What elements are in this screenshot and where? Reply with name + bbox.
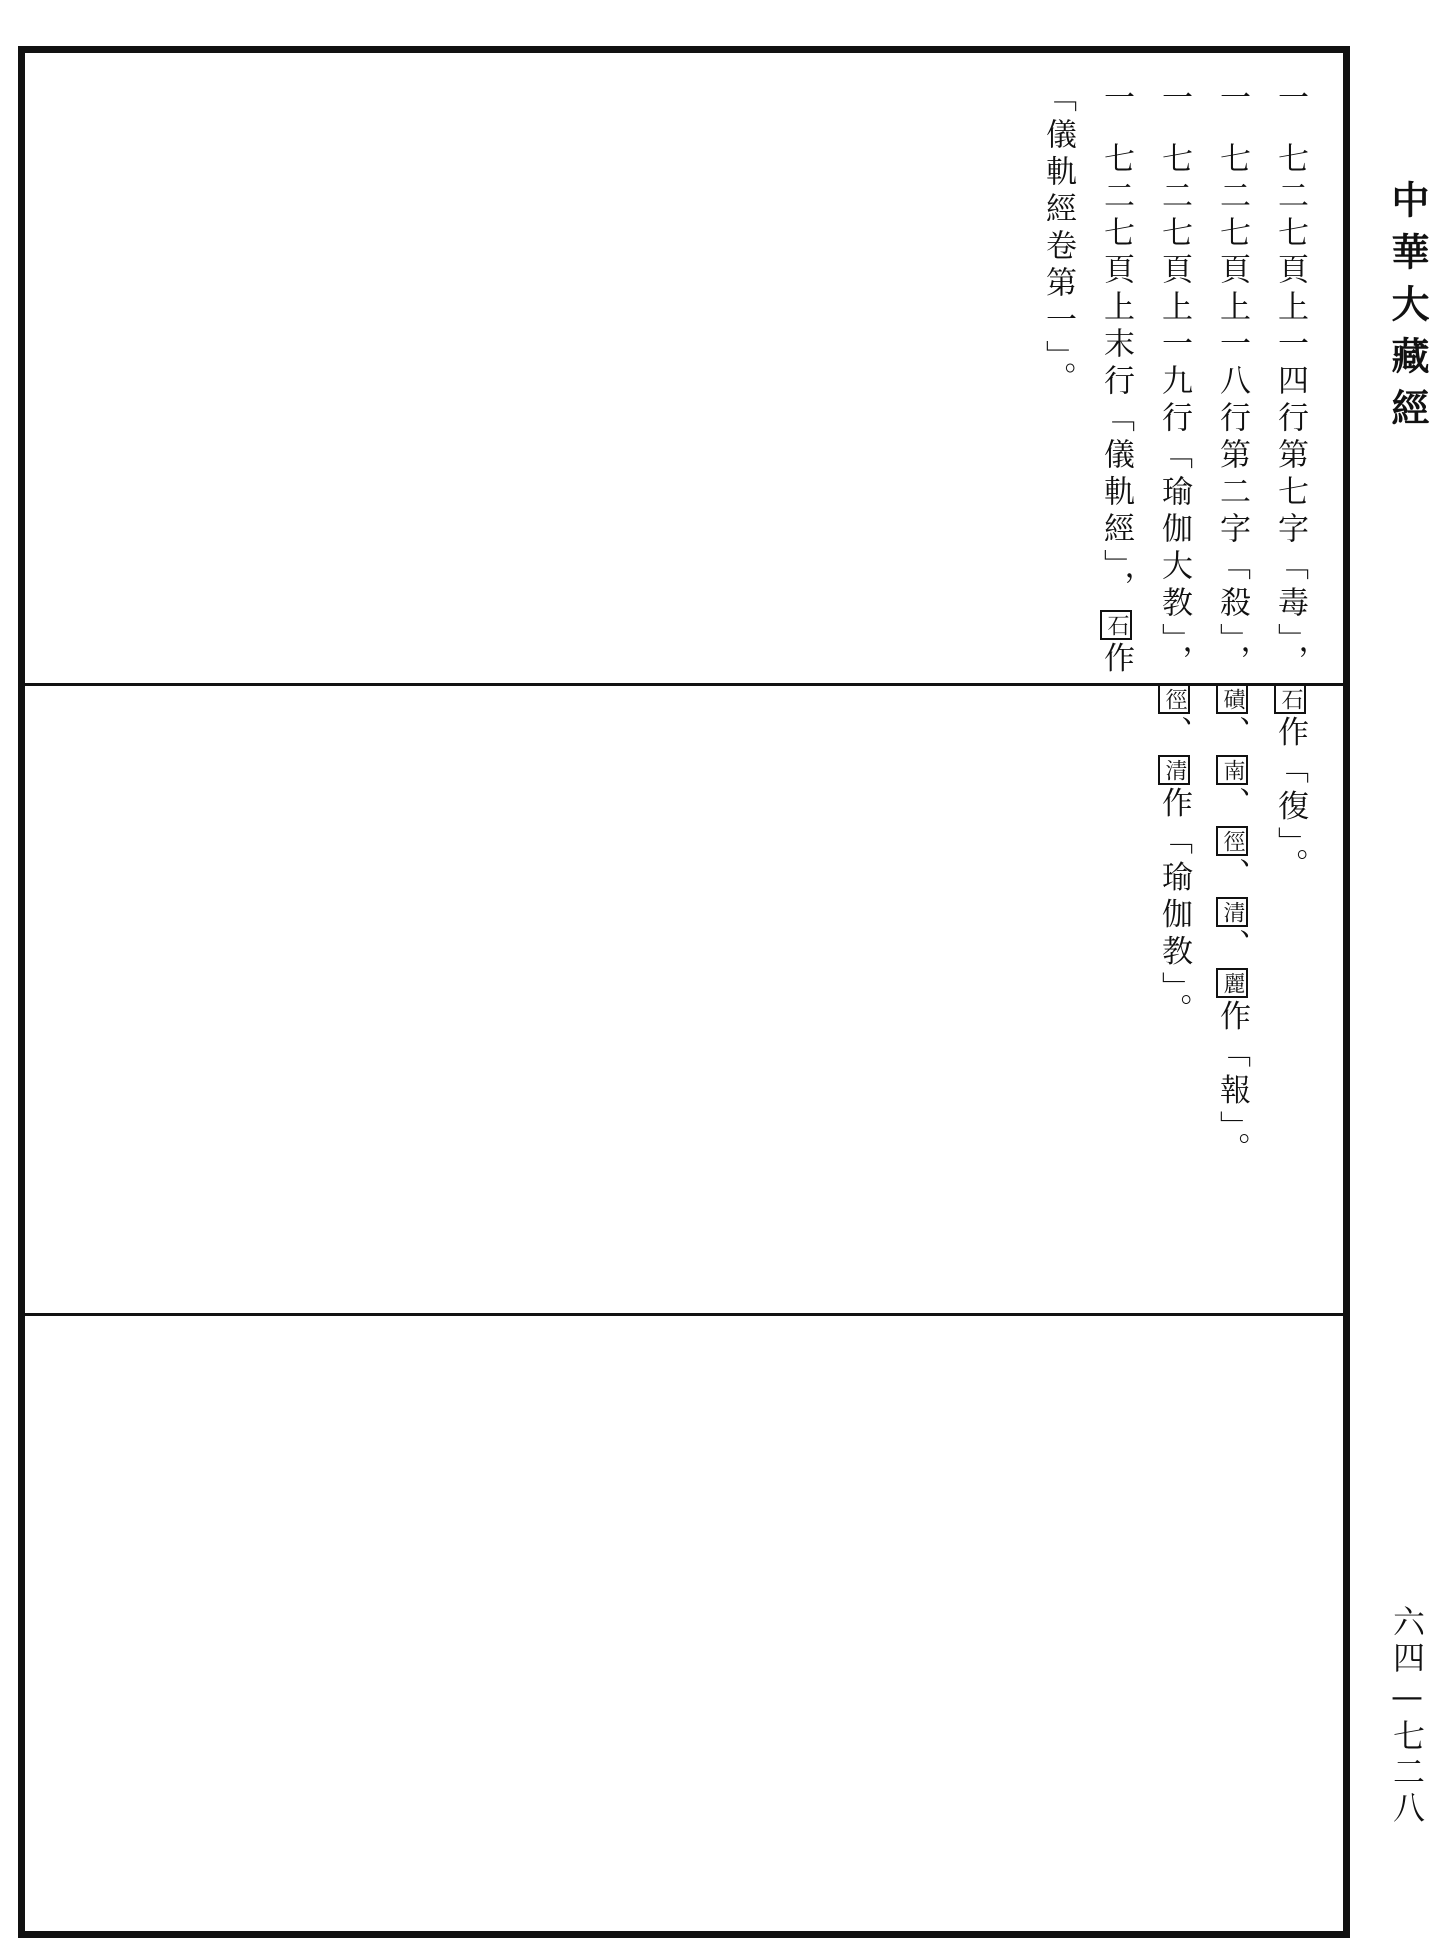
note-text: 、 bbox=[1214, 857, 1250, 895]
edition-mark: 徑 bbox=[1216, 826, 1248, 856]
collation-notes bbox=[859, 81, 1319, 1169]
canon-title: 中華大藏經 bbox=[1385, 180, 1429, 440]
edition-mark: 石 bbox=[1274, 684, 1306, 714]
note-bullet: 一 bbox=[1156, 81, 1192, 118]
note-text: 作「復」。 bbox=[1272, 715, 1308, 885]
note-text: 七二七頁上末行「儀軌經」， bbox=[1098, 142, 1134, 608]
note-line bbox=[1145, 81, 1203, 1030]
note-text: 、 bbox=[1214, 715, 1250, 753]
note-text: 作「報」。 bbox=[1214, 999, 1250, 1169]
edition-mark: 石 bbox=[1100, 610, 1132, 640]
edition-mark: 麗 bbox=[1216, 968, 1248, 998]
note-text: 七二七頁上一四行第七字「毒」， bbox=[1272, 142, 1308, 682]
edition-mark: 清 bbox=[1216, 897, 1248, 927]
note-bullet: 一 bbox=[1214, 81, 1250, 118]
page-frame bbox=[18, 46, 1350, 1938]
note-text: 七二七頁上一九行「瑜伽大教」， bbox=[1156, 142, 1192, 682]
section-divider-bottom bbox=[25, 1313, 1343, 1316]
note-text: 、 bbox=[1214, 928, 1250, 966]
page-number: 六四—七二八 bbox=[1388, 1605, 1426, 1827]
note-line bbox=[1087, 81, 1145, 679]
note-bullet: 一 bbox=[1098, 81, 1134, 118]
note-text: 「儀軌經卷第一」。 bbox=[1040, 81, 1076, 399]
note-line-continued bbox=[1029, 81, 1087, 661]
edition-mark: 磧 bbox=[1216, 684, 1248, 714]
edition-mark: 清 bbox=[1158, 755, 1190, 785]
note-line bbox=[1203, 81, 1261, 1169]
note-text: 作 bbox=[1098, 641, 1134, 679]
section-divider-top bbox=[25, 683, 1343, 686]
edition-mark: 南 bbox=[1216, 755, 1248, 785]
note-text: 七二七頁上一八行第二字「殺」， bbox=[1214, 142, 1250, 682]
edition-mark: 徑 bbox=[1158, 684, 1190, 714]
note-bullet: 一 bbox=[1272, 81, 1308, 118]
note-line bbox=[1261, 81, 1319, 885]
note-text: 、 bbox=[1156, 715, 1192, 753]
note-text: 、 bbox=[1214, 786, 1250, 824]
note-text: 作「瑜伽教」。 bbox=[1156, 786, 1192, 1030]
